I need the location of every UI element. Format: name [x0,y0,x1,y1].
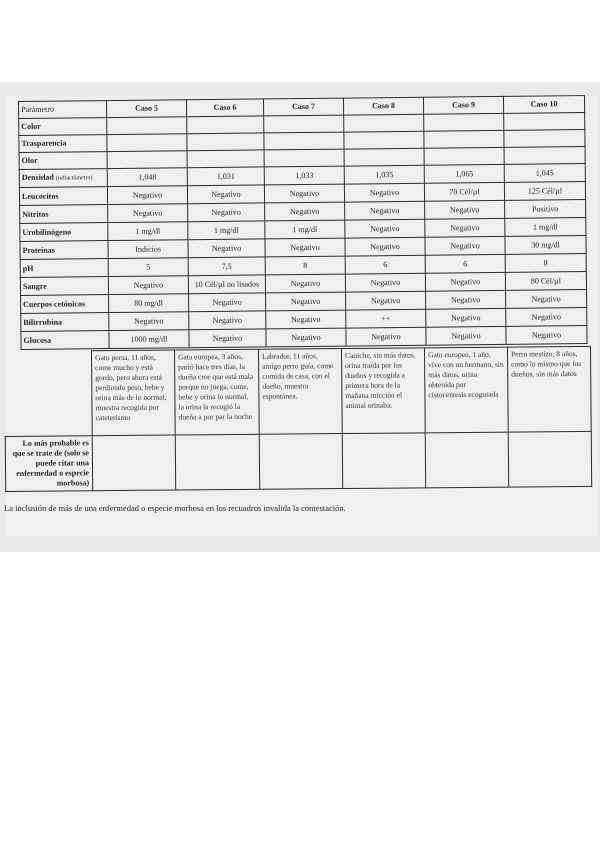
parameter-name: Urobilinógeno [22,226,72,237]
cell-value: ++ [346,309,426,328]
cell-value: 7,5 [188,257,265,276]
answer-row [5,431,591,491]
parameter-name: Glucosa [23,335,52,345]
cell-value: Negativo [264,184,344,203]
cell-value [264,149,344,167]
case-5-description: Gato persa, 11 años, come mucho y está gordo, pero ahora está perdiendo peso, bebe y orina más de lo normal, muestra recogida por cateterismo [92,350,176,436]
cell-value: Negativo [108,276,188,295]
header-case-5: Caso 5 [107,100,187,118]
cell-value: Negativo [506,308,587,327]
cell-value: Negativo [426,308,506,327]
cell-value: Negativo [266,310,346,329]
cell-value: Negativo [344,183,424,202]
cell-value: Negativo [345,219,425,238]
parameter-label [19,118,107,136]
cell-value: Negativo [265,202,345,221]
parameter-name: pH [22,263,34,273]
cell-value: Negativo [345,201,425,220]
cell-value: 1,035 [344,165,424,184]
case-7-description: Labrador, 11 años, amigo perro guía, come comida de casa, con el dueño, muestra espontánea. [258,349,342,435]
cell-value [504,130,585,148]
cell-value: 80 mg/dl [109,294,189,313]
cell-value: 80 Cél/µl [505,272,586,291]
parameter-label [19,135,107,153]
cell-value: Negativo [187,185,264,204]
parameter-name: Trasparencia [21,138,67,148]
cell-value: 30 mg/dl [505,236,586,255]
cell-value: Negativo [345,237,425,256]
parameter-note: (refractómetro) [55,175,93,182]
cell-value [344,114,424,132]
parameter-name: Leucocitos [21,191,59,201]
cell-value: 1,031 [187,167,264,186]
cell-value [424,130,504,148]
diagnosis-question: Lo más probable es que se trate de (solo se puede citar una enfermedad o especie morbosa) [5,436,92,492]
cell-value: Indicios [108,240,188,259]
case-9-description: Gato europeo, 1 año, vive con un hermano, sin más datos, orina obtenida por cistocentesis ecoguiada [424,347,508,433]
cell-value: 10 Cél/µl no lisados [188,275,265,294]
footnote: La inclusión de más de una enfermedad o especie morbosa en los recuadros invalida la contestación. [4,503,346,513]
parameter-name: Cuerpos cetónicos [23,298,86,309]
parameter-label [19,169,107,188]
case-6-answer-box[interactable] [175,434,259,490]
cell-value: Negativo [425,236,505,255]
header-case-8: Caso 8 [343,97,423,115]
case-6-description: Gata europea, 3 años, parió hace tres días, la dueña cree que está mala porque no juega, come, bebe y orina lo normal, la orina la recogió la dueña a por par la noche [174,349,259,435]
parameter-label [21,331,109,350]
parameter-name: Nitritos [22,209,49,219]
parameter-name: Densidad [21,172,54,182]
cell-value [424,113,504,131]
header-case-6: Caso 6 [186,99,263,117]
case-5-answer-box[interactable] [92,435,175,491]
cell-value: 1,033 [264,166,344,185]
cell-value: Negativo [425,200,505,219]
cell-value: Negativo [506,326,587,345]
cell-value [264,132,344,150]
header-case-10: Caso 10 [503,96,584,114]
cell-value: Negativo [265,238,345,257]
cell-value: Negativo [266,292,346,311]
cell-value [344,131,424,149]
cell-value: 1 mg/dl [108,222,188,241]
parameter-name: Olor [21,155,38,165]
cell-value: 8 [265,256,345,275]
parameter-label [20,205,108,224]
cell-value: 8 [505,254,586,273]
case-8-answer-box[interactable] [342,433,425,489]
cell-value: Negativo [425,218,505,237]
cell-value [504,113,585,131]
case-10-description: Perro mestizo, 8 años, como lo mismo que los dueños, sin más datos [507,346,591,432]
cell-value: Negativo [107,186,187,205]
parameter-name: Color [21,121,41,131]
cell-value: Negativo [426,326,506,345]
cell-value: 70 Cél/µl [424,182,504,201]
case-8-description: Caniche, sin más datos, orina traída por los dueños y recogida a primera hora de la mañana micción el animal orinaba. [341,348,425,434]
parameter-label [21,313,109,332]
parameter-name: Bilirrubina [23,317,63,327]
header-parameter: Parámetro [19,101,107,119]
parameter-label [20,223,108,242]
parameter-label [19,187,107,206]
blank-cell [5,351,93,437]
cell-value [107,117,187,135]
cell-value: Negativo [189,329,266,348]
cell-value: 1000 mg/dl [109,330,189,349]
cell-value [107,151,187,169]
cell-value: Negativo [188,239,265,258]
cell-value: Negativo [188,203,265,222]
cell-value [504,147,585,165]
cell-value [424,147,504,165]
cell-value: Negativo [425,272,505,291]
cell-value: 1,065 [424,164,504,183]
parameter-label [20,277,108,296]
cell-value: Negativo [426,290,506,309]
cell-value: Negativo [265,274,345,293]
case-descriptions-table [4,346,592,492]
cell-value: 1,048 [107,168,187,187]
cell-value: Negativo [109,312,189,331]
parameter-label [20,259,108,278]
cell-value [344,148,424,166]
parameter-name: Proteínas [22,245,55,255]
case-7-answer-box[interactable] [259,434,342,490]
cell-value: Negativo [346,327,426,346]
cell-value: Negativo [346,291,426,310]
description-row [5,346,592,436]
case-9-answer-box[interactable] [425,432,508,488]
cell-value: 5 [108,258,188,277]
cell-value: Negativo [506,290,587,309]
cell-value: 1,045 [504,164,585,183]
header-case-9: Caso 9 [423,96,503,114]
cell-value: Negativo [189,311,266,330]
cell-value [187,116,264,134]
parameter-label [19,152,107,170]
cell-value: 125 Cél/µl [504,182,585,201]
cell-value [187,133,264,151]
cell-value: Negativo [108,204,188,223]
parameter-label [21,295,109,314]
header-case-7: Caso 7 [263,98,343,116]
parameter-label [20,241,108,260]
parameter-name: Sangre [22,281,47,291]
cell-value [107,134,187,152]
cell-value: 1 mg/dl [188,221,265,240]
case-10-answer-box[interactable] [508,431,591,487]
cell-value: Negativo [345,273,425,292]
urinalysis-table [18,95,588,350]
cell-value: 6 [345,255,425,274]
cell-value: 1 mg/dl [505,218,586,237]
cell-value [187,150,264,168]
cell-value: Negativo [189,293,266,312]
cell-value: Positivo [505,200,586,219]
cell-value: Negativo [266,328,346,347]
cell-value: 1 mg/dl [265,220,345,239]
cell-value: 6 [425,254,505,273]
cell-value [264,115,344,133]
